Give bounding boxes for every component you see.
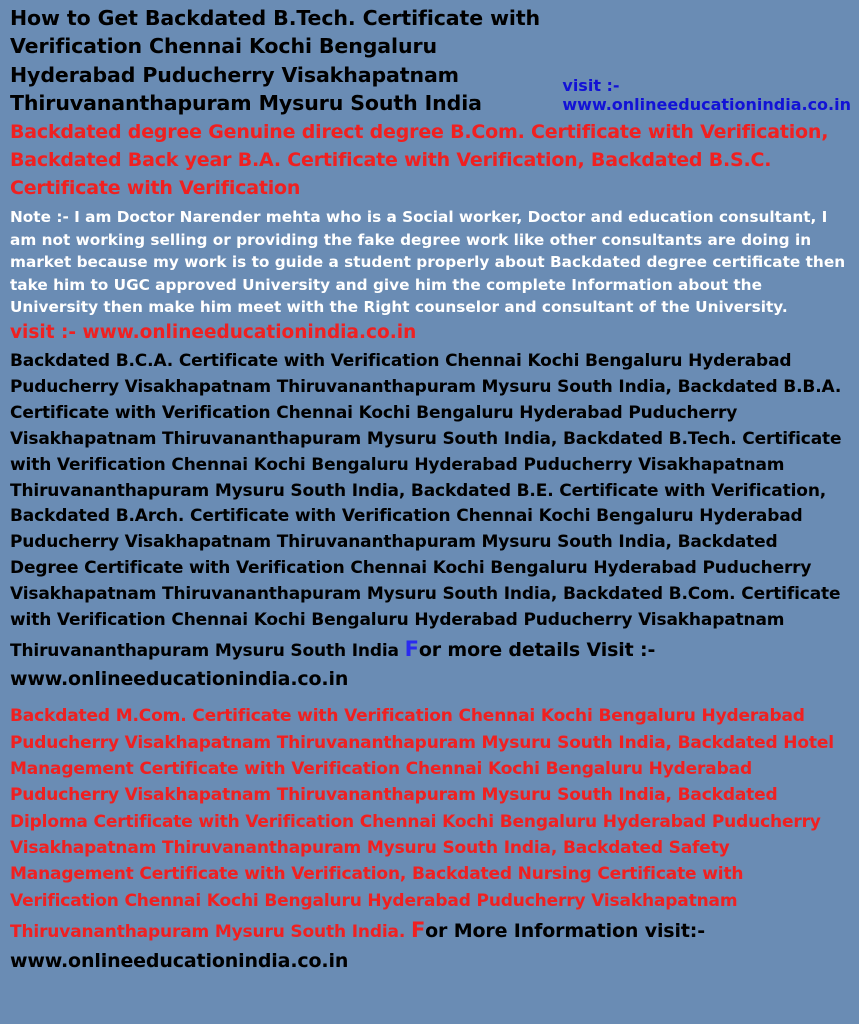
visit-label: visit :-	[562, 75, 620, 95]
visit-url[interactable]: www.onlineeducationindia.co.in	[562, 94, 851, 114]
note-visit-link[interactable]: visit :- www.onlineeducationindia.co.in	[10, 322, 417, 344]
page-title: How to Get Backdated B.Tech. Certificate with Verification Chennai Kochi Bengaluru Hyderabad Puducherry Visakhapatnam Thiruvananthapuram Mysuru South India	[10, 6, 541, 115]
title-row	[10, 4, 851, 117]
more-information-initial: F	[410, 918, 426, 943]
red-paragraph-text: Backdated M.Com. Certificate with Verification Chennai Kochi Bengaluru Hyderabad Puducherry Visakhapatnam Thiruvananthapuram Mysuru South India, Backdated Hotel Management Certificate with Verification Chennai Kochi Bengaluru Hyderabad Puducherry Visakhapatnam Thiruvananthapuram Mysuru South India, Backdated Diploma Certificate with Verification Chennai Kochi Bengaluru Hyderabad Puducherry Visakhapatnam Thiruvananthapuram Mysuru South India, Backdated Safety Management Certificate with Verification, Backdated Nursing Certificate with Verification Chennai Kochi Bengaluru Hyderabad Puducherry Visakhapatnam Thiruvananthapuram Mysuru South India.	[10, 706, 834, 943]
black-paragraph	[10, 349, 851, 694]
header-visit-link[interactable]	[562, 76, 851, 117]
black-paragraph-text: Backdated B.C.A. Certificate with Verification Chennai Kochi Bengaluru Hyderabad Puducherry Visakhapatnam Thiruvananthapuram Mysuru South India, Backdated B.B.A. Certificate with Verification Chennai Kochi Bengaluru Hyderabad Puducherry Visakhapatnam Thiruvananthapuram Mysuru South India, Backdated B.Tech. Certificate with Verification Chennai Kochi Bengaluru Hyderabad Puducherry Visakhapatnam Thiruvananthapuram Mysuru South India, Backdated B.E. Certificate with Verification, Backdated B.Arch. Certificate with Verification Chennai Kochi Bengaluru Hyderabad Puducherry Visakhapatnam Thiruvananthapuram Mysuru South India, Backdated Degree Certificate with Verification Chennai Kochi Bengaluru Hyderabad Puducherry Visakhapatnam Thiruvananthapuram Mysuru South India, Backdated B.Com. Certificate with Verification Chennai Kochi Bengaluru Hyderabad Puducherry Visakhapatnam Thiruvananthapuram Mysuru South India	[10, 351, 842, 661]
red-subheading: Backdated degree Genuine direct degree B.Com. Certificate with Verification, Backdated Back year B.A. Certificate with Verification, Backdated B.S.C. Certificate with Verification	[10, 121, 829, 199]
note-paragraph	[10, 206, 851, 347]
red-paragraph	[10, 703, 851, 976]
more-details-text: or more details Visit :- www.onlineeducationindia.co.in	[10, 638, 656, 691]
more-details-initial: F	[404, 636, 419, 661]
more-information-text: or More Information visit:- www.onlineeducationindia.co.in	[10, 920, 705, 972]
note-text: Note :- I am Doctor Narender mehta who is a Social worker, Doctor and education consultant, I am not working selling or providing the fake degree work like other consultants are doing in market because my work is to guide a student properly about Backdated degree certificate then take him to UGC approved University and give him the complete Information about the University then make him meet with the Right counselor and consultant of the University.	[10, 207, 846, 317]
